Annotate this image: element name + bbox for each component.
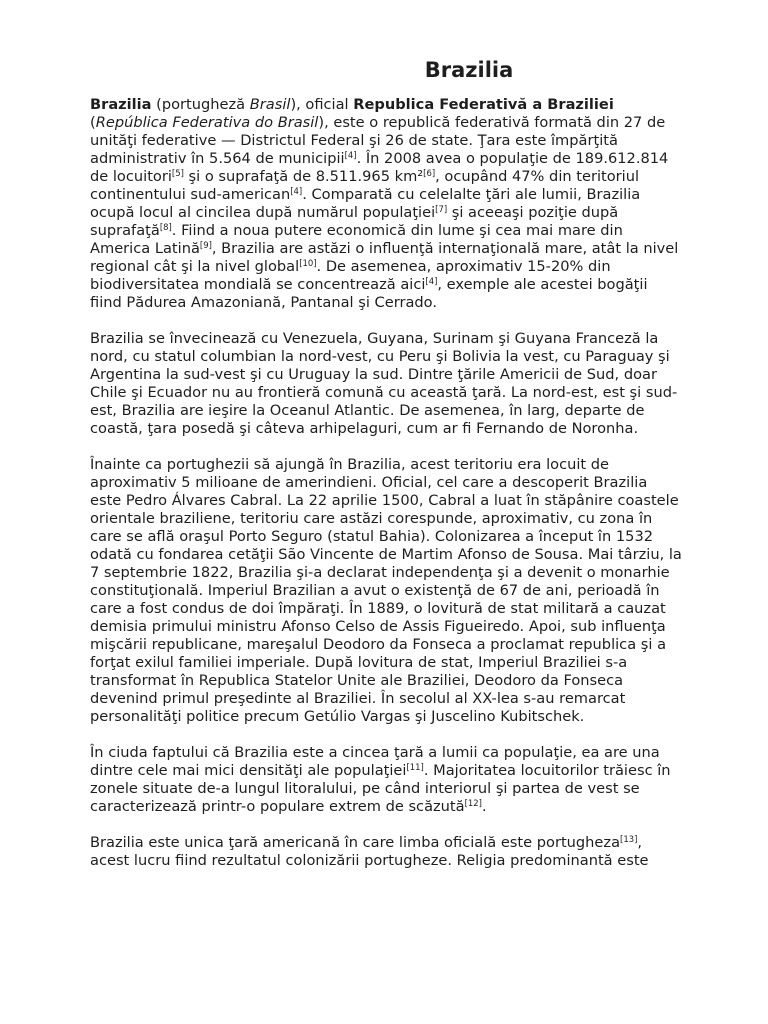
text-run: ), oficial (290, 96, 354, 113)
text-run: . De asemenea, aproximativ 15-20% din biodiversitatea mondială se concentrează aici (90, 258, 611, 293)
text-run: ( (90, 114, 96, 131)
citation-link[interactable]: [11] (406, 761, 424, 772)
paragraph-language (90, 834, 682, 870)
text-run: Brazilia este unica ţară americană în care limba oficială este portugheza (90, 834, 621, 851)
italic-term: Brasil (249, 96, 291, 113)
text-run: . (481, 798, 487, 815)
text-run: În ciuda faptului că Brazilia este a cincea ţară a lumii ca populaţie, ea are una dintre cele mai mici densităţi ale populaţiei (90, 744, 660, 779)
text-run: şi o suprafaţă de 8.511.965 km² (183, 168, 424, 185)
text-run: şi aceeaşi poziţie după suprafaţă (90, 204, 619, 239)
bold-term: Republica Federativă a Braziliei (353, 96, 614, 113)
text-run: , exemple ale acestei bogăţii fiind Pădurea Amazoniană, Pantanal şi Cerrado. (90, 276, 648, 311)
bold-term: Brazilia (90, 96, 152, 113)
paragraph-history: Înainte ca portughezii să ajungă în Brazilia, acest teritoriu era locuit de aproximativ 5 milioane de amerindieni. Oficial, cel care a descoperit Brazilia este Pedro Álvares Cabral. La 22 aprilie 1500, Cabral a luat în stăpânire coastele orientale braziliene, teritoriu care astăzi corespunde, aproximativ, cu zona în care se află oraşul Porto Seguro (statul Bahia). Colonizarea a început în 1532 odată cu fondarea cetăţii São Vincente de Martim Afonso de Sousa. Mai târziu, la 7 septembrie 1822, Brazilia şi-a declarat independenţa şi a devenit o monarhie constituţională. Imperiul Brazilian a avut o existenţă de 67 de ani, perioadă în care a fost condus de doi împăraţi. În 1889, o lovitură de stat militară a cauzat demisia primului ministru Afonso Celso de Assis Figueiredo. Apoi, sub influenţa mişcării republicane, mareşalul Deodoro da Fonseca a proclamat republica şi a forţat exilul familiei imperiale. După lovitura de stat, Imperiul Braziliei s-a transformat în Republica Statelor Unite ale Braziliei, Deodoro da Fonseca devenind primul preşedinte al Braziliei. În secolul al XX-lea s-au remarcat personalităţi politice precum Getúlio Vargas şi Juscelino Kubitschek. (90, 456, 682, 725)
citation-link[interactable]: [4] (290, 185, 303, 196)
italic-term: República Federativa do Brasil (95, 114, 319, 131)
citation-link[interactable]: [6] (423, 167, 436, 178)
text-run: , Brazilia are astăzi o influenţă internaţională mare, atât la nivel regional cât şi la nivel global (90, 240, 679, 275)
article-body (90, 96, 682, 888)
text-run: (portugheză (151, 96, 250, 113)
citation-link[interactable]: [4] (344, 149, 357, 160)
citation-link[interactable]: [12] (464, 797, 482, 808)
text-run: . În 2008 avea o populaţie de 189.612.814 de locuitori (90, 150, 669, 185)
citation-link[interactable]: [7] (435, 203, 448, 214)
text-run: . Fiind a noua putere economică din lume şi cea mai mare din America Latină (90, 222, 623, 257)
citation-link[interactable]: [5] (171, 167, 184, 178)
paragraph-borders: Brazilia se învecinează cu Venezuela, Guyana, Surinam şi Guyana Franceză la nord, cu statul columbian la nord-vest, cu Peru şi Bolivia la vest, cu Paraguay şi Argentina la sud-vest şi cu Uruguay la sud. Dintre ţările Americii de Sud, doar Chile şi Ecuador nu au frontieră comună cu această ţară. La nord-est, est şi sud-est, Brazilia are ieşire la Oceanul Atlantic. De asemenea, în larg, departe de coastă, ţara posedă şi câteva arhipelaguri, cum ar fi Fernando de Noronha. (90, 330, 678, 437)
citation-link[interactable]: [9] (199, 239, 212, 250)
text-run: . Majoritatea locuitorilor trăiesc în zonele situate de-a lungul litoralului, pe când interiorul şi partea de vest se caracterizează printr-o populare extrem de scăzută (90, 762, 671, 815)
page-title: Brazilia (424, 58, 514, 82)
text-run: ), este o republică federativă formată din 27 de unităţi federative — Districtul Federal şi 26 de state. Ţara este împărţită administrativ în 5.564 de municipii (90, 114, 666, 167)
text-run: , acest lucru fiind rezultatul colonizării portugheze. Religia predominantă este (90, 834, 649, 869)
citation-link[interactable]: [13] (620, 833, 638, 844)
paragraph-population (90, 744, 682, 816)
paragraph-intro (90, 96, 682, 312)
text-run: , ocupând 47% din teritoriul continentului sud-american (90, 168, 640, 203)
citation-link[interactable]: [8] (159, 221, 172, 232)
citation-link[interactable]: [4] (425, 275, 438, 286)
text-run: . Comparată cu celelalte ţări ale lumii, Brazilia ocupă locul al cincilea după numărul populaţiei (90, 186, 641, 221)
citation-link[interactable]: [10] (299, 257, 317, 268)
